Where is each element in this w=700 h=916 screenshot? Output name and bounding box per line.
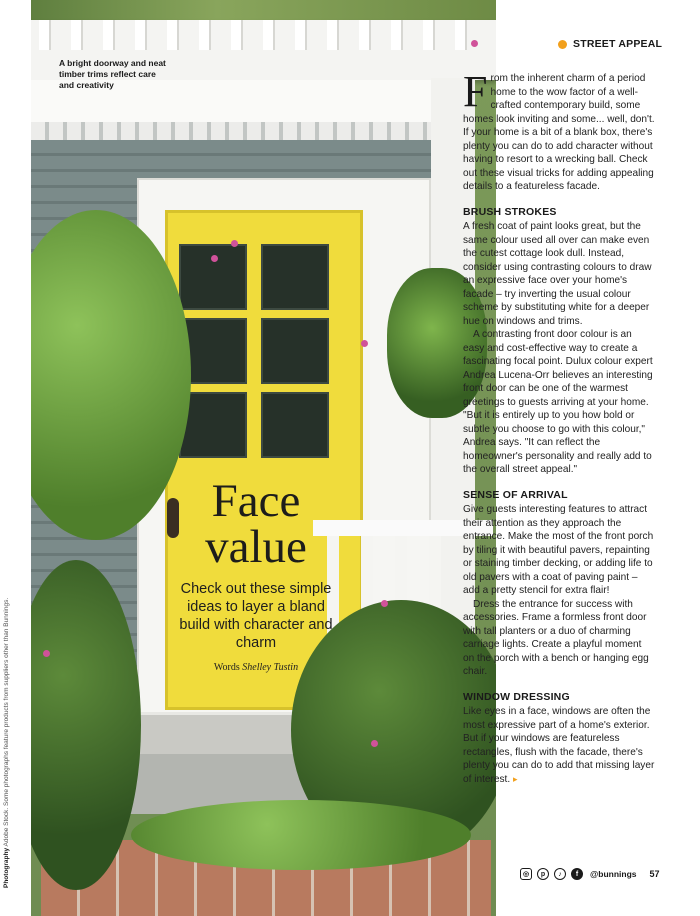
body-paragraph: Give guests interesting features to attract their attention as they approach the entrance. Make the most of the front porch by tiling it with beautiful pavers, repainting or staining timber decking, or adding life to old pavers with a coat of paving paint – add a pretty stencil for extra flair! [463, 504, 654, 596]
headline [171, 475, 341, 573]
facebook-icon: f [571, 868, 583, 880]
headline-block [171, 475, 341, 673]
section-tag-label: STREET APPEAL [573, 38, 663, 50]
body-paragraph: Dress the entrance for success with accessories. Frame a formless front door with tall planters or a duo of charming carriage lights. Create a playful moment on the porch with a bench or hanging egg chair. [463, 598, 649, 677]
subhead-brush-strokes: BRUSH STROKES [463, 205, 557, 218]
subhead-sense-of-arrival: SENSE OF ARRIVAL [463, 488, 568, 501]
intro-text: rom the inherent charm of a period home to the wow factor of a well-crafted contemporary build, some homes look inviting and some... well, don't. If your home is a bit of a blank box, there's plenty you can do to add character without having to resort to a wrecking ball. Check out these visual tricks for adding appealing details to a featureless facade. [463, 73, 655, 192]
headline-line-1: Face [211, 475, 301, 527]
body-paragraph: A fresh coat of paint looks great, but the same colour used all over can make even the cutest cottage look dull. Instead, consider using contrasting colours to draw an expressive face over your home's facade – try inverting the usual colour scheme by substituting white for a deeper hue on windows and trims. [463, 221, 652, 327]
intro-paragraph [463, 67, 655, 194]
article-column [463, 67, 655, 786]
credit-label: Photography [3, 847, 10, 888]
front-shrub [131, 800, 471, 870]
section-tag [558, 38, 662, 50]
instagram-icon: ◎ [520, 868, 532, 880]
hero-photo [31, 0, 496, 916]
byline-label: Words [213, 662, 240, 673]
credit-text: Adobe Stock. Some photographs feature products from suppliers other than Bunnings. [3, 597, 10, 847]
body-paragraph: A contrasting front door colour is an easy and cost-effective way to create a fascinating focal point. Dulux colour expert Andrea Lucena-Orr believes an interesting front door can be one of the warmest greetings to guests arriving at your home. "But it is entirely up to you how bold or subtle you choose to go with this colour," Andrea says. "It can reflect the homeowner's personality and really add to the overall street appeal." [463, 329, 653, 475]
headline-line-2: value [205, 521, 307, 573]
subhead-window-dressing: WINDOW DRESSING [463, 690, 570, 703]
drop-cap: F [463, 67, 488, 116]
byline-author: Shelley Tustin [242, 662, 299, 673]
continue-arrow-icon: ▸ [512, 773, 518, 784]
body-paragraph [463, 705, 655, 786]
pinterest-icon: p [537, 868, 549, 880]
photo-credit [3, 597, 11, 888]
byline [171, 662, 341, 673]
page-footer [520, 868, 660, 880]
standfirst: Check out these simple ideas to layer a bland build with character and charm [179, 581, 333, 651]
section-dot-icon [558, 40, 567, 49]
social-handle: @bunnings [590, 869, 637, 879]
photo-caption: A bright doorway and neat timber trims reflect care and creativity [59, 58, 166, 90]
tiktok-icon: ♪ [554, 868, 566, 880]
page-number: 57 [649, 869, 660, 879]
body-paragraph-text: Like eyes in a face, windows are often the most expressive part of a home's exterior. But if your windows are featureless rectangles, flush with the facade, there's plenty you can do to add that missing layer of interest. [463, 706, 655, 785]
porch-rafters [31, 122, 451, 140]
